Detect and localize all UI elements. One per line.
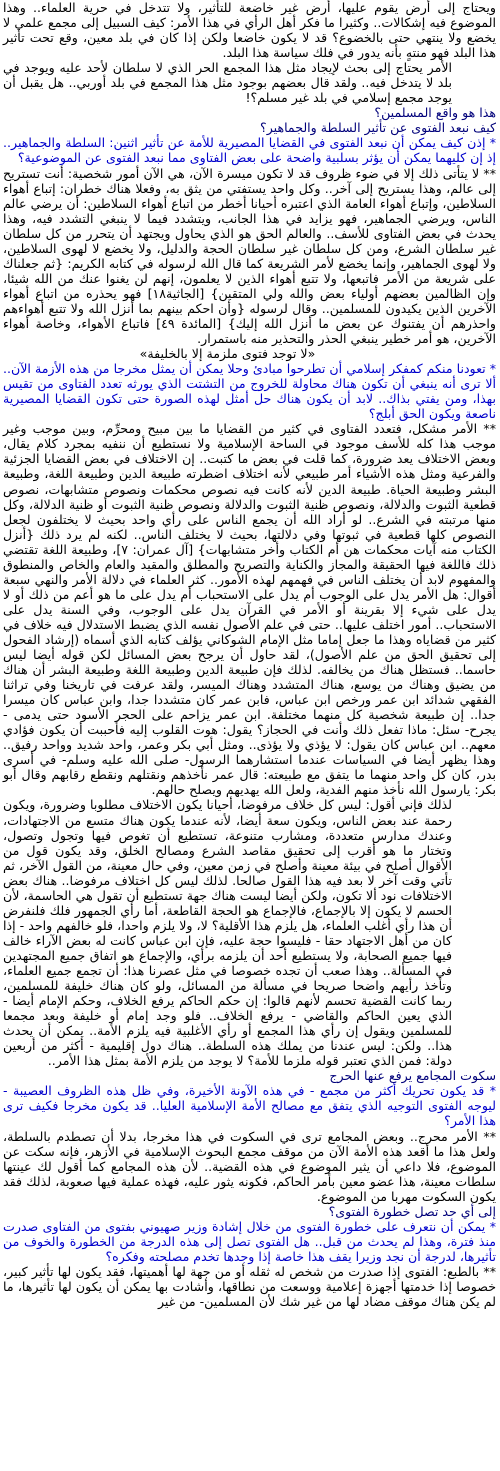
body-paragraph: لذلك فإني أقول: ليس كل خلاف مرفوضا، أحيانا يكون الاختلاف مطلوبا وضرورة، ويكون رحمة عند بعض الناس، ويكون سعة أيضا، لأنه عندما يكون هناك متسع من الاجتهادات، وعندك مدارس متعددة، ومشارب متنوعة، تستطيع أن تغوص فيها وتجول وتصول، وتختار ما هو أقرب إلى تحقيق مقاصد الشرع ومصالح الخلق، وقد يكون قول من الأقوال أصلح في بيئة معينة وأصلح في زمن معين، وفي حال معينة، من القول الآخر، ثم تأتي وقت آخر لا بعد فيه هذا القول صالحا. لذلك ليس كل اختلاف مرفوضا.. هناك بعض الاختلافات نود ألا تكون، ولكن أيضا ليست هناك جهة تستطيع أن تقول هي الحاسمة، لأن الحسم لا يكون إلا بالإجماع، فالإجماع هو الحجة القاطعة، أما رأي الجمهور فلك فلنفرض أن هذا رأي أغلب العلماء، هل يلزم هذا الأقلية؟ لا، ولا يلزم واحدا، فلو خالفهم واحد - إذا كان من أهل الاجتهاد حقا - فليسوا حجة عليه، فإن ابن عباس كانت له بعض الآراء خالف فيها جميع الصحابة، ولا يستطيع أحد أن يلزمه برأي، والإجماع هو اتفاق جميع المجتهدين في المسألة.. وهذا صعب أن تجده خصوصا في مثل عصرنا هذا: أن تجمع جميع العلماء، وتأخذ رأيهم واضحا صريحا في مسألة من المسائل، ولو كان هناك خليفة للمسلمين، ربما كانت القضية تحسم لأنهم قالوا: إن حكم الحاكم يرفع الخلاف، وحكم الإمام أيضا - الذي يعين الحاكم والقاضي - يرفع الخلاف.. فلو وجد إمام أو خليفة وبعد مجمعا للمسلمين ويقول إن رأي هذا المجمع أو رأي الأغلبية فيه يلزم الأمة.. يمكن أن يحدث هذا.. ولكن: ليس عندنا من يملك هذه السلطة.. هناك دول إقليمية - أكثر من أربعين دولة: فمن الذي تعتبر قوله ملزما للأمة؟ لا يوجد من يلزم الأمة بمثل هذا الأمر.. [3, 797, 452, 1069]
body-paragraph: الأمر يحتاج إلى بحث لإيجاد مثل هذا المجمع الحر الذي لا سلطان لأحد عليه ويوجد في بلد لا يتدخل فيه.. ولقد قال بعضهم بوجود مثل هذا المجمع في بلد أوربي.. هل يقبل أن يوجد مجمع إسلامي في بلد غير مسلم؟! [3, 60, 452, 106]
body-paragraph: ** بالطبع: الفتوى إذا صدرت من شخص له ثقله أو من جهة لها أهميتها، فقد يكون لها تأثير كبير، خصوصا إذا خدمتها أجهزة إعلامية ووسعت من نطاقها، وأشادت بها يمكن أن يكون لها تأثيرها، ما لم يكن هناك موقف مضاد لها من غير شك لأن المسلمين- من غير [3, 1263, 496, 1310]
interview-question: * تعودنا منكم كمفكر إسلامي أن تطرحوا مبادئ وحلا يمكن أن يمثل مخرجا من هذه الأزمة الآن.. ألا ترى أنه ينبغي أن تكون هناك محاولة للخروج من التشتت الذي يورثه تعدد الفتاوى من تقيس بهذا، ومن يفتي بذاك.. لابد أن يكون هناك حل أمثل لهذه الصورة حتى تكون القضايا المصيرية ناصعة ويكون الحق أبلج؟ [3, 361, 496, 422]
body-paragraph: ** الأمر مشكل، فتعدد الفتاوى في كثير من القضايا ما بين مبيح ومحرِّم، وبين موجب وغير موجب هذا كله للأسف موجود في الساحة الإسلامية ولا نستطيع أن ننفيه بمجرد كلام يقال، وبعض الاختلاف يعد ضرورة، كما قلت في بعض ما كتبت.. إن الاختلاف في بعض القضايا الجزئية والفرعية ومثل هذه الأشياء أمر طبيعي لأنه اختلاف اضطرته طبيعة الدين وطبيعة اللغة، وطبيعة البشر وطبيعة الحياة. طبيعة الدين لأنه كانت فيه نصوص محكمات ونصوص متشابهات، نصوص قطعية الثبوت والدلالة، ونصوص ظنية الثبوت والدلالة ونصوص ظنية الثبوت أو ظنية الدلالة، وكل منها مرتبته في الشرع.. لو أراد الله أن يجمع الناس على رأي واحد بحيث لا يختلفون لجعل النصوص كلها قطعية في ثبوتها وفي دلالتها، بحيث لا يختلف الناس.. لكنه لم يرد ذلك {أنزل الكتاب منه آيات محكمات هن أم الكتاب وأخر متشابهات} [آل عمران: ٧]، وطبيعة اللغة تقتضي ذلك فاللغة فيها الحقيقة والمجاز والكناية والتصريح والمطلق والمقيد والعام والخاص والمنطوق والمفهوم لابد أن يختلف الناس في فهمهم لهذه الأمور.. كثر العلماء في دلالة الأمر والنهي سبعة أقوال: هل الأمر يدل على الوجوب أم يدل على الاستحباب أم يدل على ما هو أعم من ذلك أو لا يدل على شيء إلا بقرينة أو الأمر في القرآن يدل على الوجوب، وفي السنة يدل على الاستحباب.. أمور اختلف عليها.. حتى في علم الأصول نفسه الذي يضبط الاستدلال فيه خلاف في كثير من قضاياه وهذا ما جعل إماما مثل الإمام الشوكاني يؤلف كتابه الذي أسماه (إرشاد الفحول إلى تحقيق الحق من علم الأصول)، لقد حاول أن يرجح بعض المسائل لكن قوله أيضا ليس حاسما.. فستظل هناك من يخالفه. لذلك فإن طبيعة الدين وطبيعة اللغة وطبيعة البشر أن هناك من يضيق وهناك من يوسع، هناك المتشدد وهناك الميسر، ولقد عرفت في تاريخنا وفي تراثنا الفقهي شدائد ابن عمر ورخص ابن عباس، فابن عمر كان متشددا جدا، وابن عباس كان ميسرا جدا.. إن طبيعة شخصية كل منهما مختلفة. ابن عمر يزاحم على الحجر الأسود حتى يدمى - يجرح- سئل: ماذا تفعل ذلك وأنت في الحجاز؟ يقول: هوت القلوب إليه فأحببت أن يكون فؤادي معهم.. ابن عباس كان يقول: لا يؤذي ولا يؤذى.. ومثل أبي بكر وعمر، واحد شديد وواحد رفيق.. وهذا يظهر أيضا في السياسات عندما استشارهما الرسول- صلى الله عليه وسلم- في أسرى بدر، كان كل واحد منهما ما يتفق مع طبيعته: قال عمر نأخذهم ونقتلهم ونقطع رقابهم وقال أبو بكر: يارسول الله نأخذ منهم الفدية، ولعل الله يهديهم ويصلح حالهم. [3, 421, 497, 798]
section-heading: إلى أي حد تصل خطورة الفتوى؟ [328, 1203, 496, 1219]
body-paragraph: ** لا يتأتى ذلك إلا في ضوء ظروف قد لا تكون ميسرة الآن، هي الآن أمور شخصية: أنت تستريح إلى عالم، وهذا يستريح إلى آخر.. وكل واحد يستفتي من يثق به، وفعلا هناك خطران: إتباع أهواء السلاطين، وإتباع أهواء العامة الذي اعتبره أحيانا أخطر من اتباع أهواء السلاطين: أن يرضي عالم الناس، ويرضي الجماهير، فهو يزايد في هذا الجانب، ويتشدد فيما لا ينبغي التشدد فيه، وهذا يحدث في بعض الفتاوى للأسف.. والعالم الحق هو الذي يحاول ويجتهد أن يتحرر من كل سلطان غير سلطان الشرع، ومن كل سلطان غير سلطان الحجة والدليل، ولا يخضع لا لهوى السلاطين، ولا لهوى الجماهير، وإنما يخضع لأمر الشريعة كما قال الله لرسوله في كتابه الكريم: {ثم جعلناك على شريعة من الأمر فاتبعها، ولا تتبع أهواء الذين لا يعلمون، إنهم لن يغنوا عنك من الله شيئا، وإن الظالمين بعضهم أولياء بعض والله ولي المتقين} [الجاثية١٨] فهو يحذره من اتباع أهواء الآخرين الذين يكيدون للمسلمين.. وقال لرسوله {وأن احكم بينهم بما أنزل الله ولا تتبع أهواءهم واحذرهم أن يفتنوك عن بعض ما أنزل الله إليك} [المائدة ٤٩] فاتباع الأهواء، وخاصة أهواء الآخرين، هو أمر خطير ينبغي الحذر والتحذير منه باستمرار. [3, 165, 496, 347]
interview-question: * إذن كيف يمكن أن نبعد الفتوى في القضايا المصيرية للأمة عن تأثير اثنين: السلطة والجماهير.. إذ إن كليهما يمكن أن يؤثر بسلبية واضحة على بعض الفتاوى مما نبعد الفتوى عن الموضوعية؟ [3, 135, 496, 166]
section-heading: هذا هو واقع المسلمين؟ [374, 105, 496, 121]
section-heading: كيف نبعد الفتوى عن تأثير السلطة والجماهير؟ [260, 120, 496, 136]
body-paragraph: ويحتاج إلى أرض يقوم عليها، أرض غير خاضعة للتأثير، ولا تتدخل في حرية العلماء.. وهذا الموضوع فيه إشكالات.. وكثيرا ما فكر أهل الرأي في هذا الأمر: كيف السبيل إلى مجمع علمي لا يخضع ولا ينتهي حتى بالخضوع؟ قد لا يكون خاضعا ولكن إذا كان في بلد معين، وقع تحت تأثير هذا البلد فهو منتهٍ بأنه يدور في فلك سياسة هذا البلد. [3, 0, 496, 61]
interview-question: * قد يكون تحريك أكثر من مجمع - في هذه الآونة الأخيرة، وفي ظل هذه الظروف العصيبة - ليوجه الفتوى التوجيه الذي يتفق مع مصالح الأمة الإسلامية العليا.. قد يكون مخرجا فكيف ترى هذا الأمر؟ [3, 1083, 496, 1129]
section-heading: سكوت المجامع يرفع عنها الحرج [329, 1068, 496, 1084]
interview-question: * يمكن أن نتعرف على خطورة الفتوى من خلال إشادة وزير صهيوني بفتوى من الفتاوى صدرت منذ فترة، وهذا لم يحدث من قبل.. هل الفتوى تصل إلى هذه الدرجة من الخطورة والخوف من تأثيرها، لدرجة أن نجد وزيرا يقف هذا خاصة إذا وجدها تخدم مصلحته وفكره؟ [3, 1218, 496, 1264]
centered-quote: «لا توجد فتوى ملزمة إلا بالخليفة» [139, 346, 316, 362]
body-paragraph: ** الأمر محرج.. وبعض المجامع ترى في السكوت في هذا مخرجا، بدلا أن تصطدم بالسلطة، ولعل هذا ما أقعد هذه الأمة الآن من موقف مجمع البحوث الإسلامية في الأزهر، فإنه سكت عن الموضوع، فلا داعي أن يثير الموضوع في هذه القضية.. لأن هذه المجامع كما أقول لك عينتها سلطات معينة، هذا عضو معين بأمر الحاكم، فكونه يثور عليه، فهذه عملية فيها صعوبة، لذلك فقد يكون السكوت مهربا من الموضوع. [3, 1128, 496, 1204]
